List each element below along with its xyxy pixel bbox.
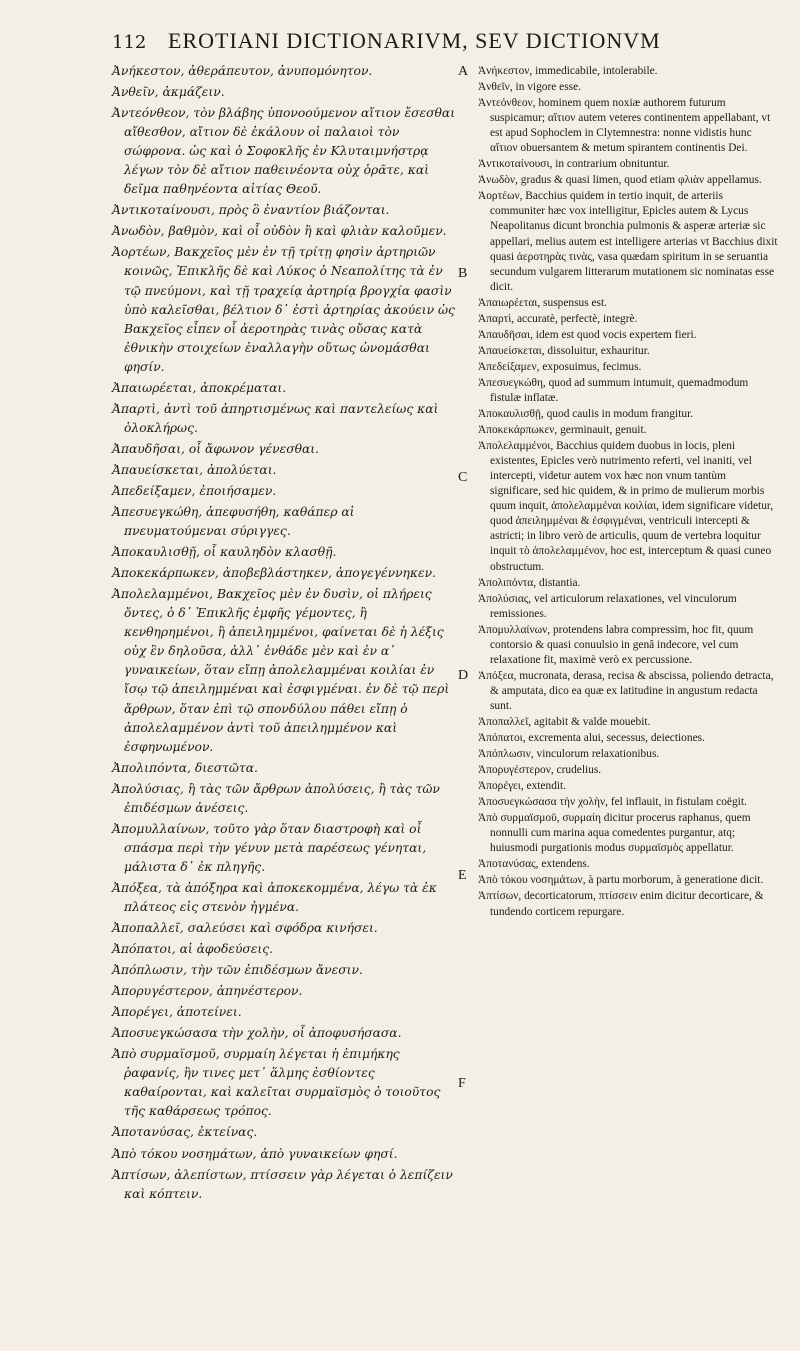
dictionary-entry: Ἀποσυεγκώσασα τὴν χολὴν, οἷ ἀποφυσήσασα. xyxy=(112,1026,402,1041)
dictionary-entry: Ἀπὸ τόκου νοσημάτων, à partu morborum, à generatione dicit. xyxy=(478,874,764,887)
dictionary-entry: Ἀπτίσων, ἀλεπίστων, πτίσσειν γὰρ λέγεται ὁ λεπίζειν καὶ κόπτειν. xyxy=(112,1167,453,1201)
margin-letter-b: B xyxy=(458,266,468,281)
dictionary-entry: Ἀπαυδῆσαι, idem est quod vocis expertem fieri. xyxy=(478,328,697,341)
dictionary-entry: Ἀποκαυλισθῇ, οἷ καυληδὸν κλασθῇ. xyxy=(112,545,337,560)
dictionary-entry: Ἀπομυλλαίνων, protendens labra compressim, hoc fit, quum contorsio & quasi conuulsio in genâ indecore, vel cum relaxatione fit, maximè verò ex percussione. xyxy=(478,623,754,666)
greek-column xyxy=(112,62,457,1201)
dictionary-entry: Ἀπεδείξαμεν, ἐποιήσαμεν. xyxy=(112,483,277,498)
dictionary-entry: Ἀντεόνθεον, τὸν βλάβης ὑπονοούμενον αἴτιον ἔσεσθαι αἴθεσθον, αἴτιον δὲ ἐκάλουν οἱ παλαιοὶ τὸν σώφρονα. ὡς καὶ ὁ Σοφοκλῆς ἐν Κλυταιμνήστρᾳ λέγων τὸν δὲ αἴτιον παθεινέοντα οὐχ ὁρᾶτε, καὶ δεῖμα παθηνέοντα αἰτίας Θεοῦ. xyxy=(112,106,456,197)
dictionary-entry: Ἀπολύσιας, vel articulorum relaxationes, vel vinculorum remissiones. xyxy=(478,592,737,620)
margin-letter-c: C xyxy=(458,470,468,485)
dictionary-entry: Ἀπόξεα, τὰ ἀπόξηρα καὶ ἀποκεκομμένα, λέγω τὰ ἐκ πλάτεος εἰς στενὸν ἠγμένα. xyxy=(112,880,437,914)
dictionary-entry: Ἀντικοταίνουσι, in contrarium obnituntur. xyxy=(478,158,670,171)
dictionary-entry: Ἀπορέγει, extendit. xyxy=(478,780,567,793)
margin-letter-e: E xyxy=(458,868,467,883)
dictionary-entry: Ἀπολελαμμένοι, Bacchius quidem duobus in locis, pleni existentes, Epicles verò nutrimento referti, vel inaniti, vel intercepti, videtur autem vox hæc non vnum tantùm significare, sed hic quidem, & in primo de mulierum morbis quum inquit, ἀπολελαμμέναι κοιλίαι, idem significare videtur, quod ἀπειλημμέναι & ἐσφιγμέναι, ventriculi intercepti & astricti; in libro verò de articulis, quum de vertebra loquitur inquit τὸ ἀπολελαμμένον, hoc est, interceptum & quasi cuneo obstructum. xyxy=(478,440,774,573)
dictionary-entry: Ἀπορυγέστερον, ἀπηνέστερον. xyxy=(112,984,303,999)
page-number: 112 xyxy=(112,32,147,53)
margin-letter-f: F xyxy=(458,1076,466,1091)
dictionary-entry: Ἀποτανύσας, ἐκτείνας. xyxy=(112,1125,258,1140)
dictionary-entry: Ἀπὸ τόκου νοσημάτων, ἀπὸ γυναικείων φησί. xyxy=(112,1146,398,1161)
dictionary-entry: Ἀνθεῖν, in vigore esse. xyxy=(478,81,582,94)
dictionary-entry: Ἀπόπατοι, excrementa alui, secessus, deiectiones. xyxy=(478,732,705,745)
dictionary-entry: Ἀνήκεστον, immedicabile, intolerabile. xyxy=(478,65,658,77)
dictionary-entry: Ἀπτίσων, decorticatorum, πτίσσειν enim dicitur decorticare, & tundendo corticem repurgare. xyxy=(478,890,764,918)
dictionary-entry: Ἀνωδὸν, βαθμὸν, καὶ οἷ οὐδὸν ἢ καὶ φλιὰν καλοῦμεν. xyxy=(112,224,447,239)
dictionary-entry: Ἀορτέων, Βακχεῖος μὲν ἐν τῇ τρίτῃ φησὶν ἀρτηριῶν κοινῶς, Ἐπικλῆς δὲ καὶ Λύκος ὁ Νεαπολίτης τὰ ἐν τῷ πνεύμονι, καὶ τῇ τραχείᾳ ἀρτηρίᾳ βρογχία φασὶν ὑπὸ καλεῖσθαι, βέλτιον δ᾽ ἐστὶ ἀρτηρίας ἀκούειν ὡς Βακχεῖος εἶπεν οἷ ἀεροτηρὰς τινὰς οὔσας κατὰ ἐθνικὴν στοιχείων ἐναλλαγὴν οὕτως ὠνομάσθαι φησίν. xyxy=(112,245,455,374)
dictionary-entry: Ἀποσυεγκώσασα τὴν χολὴν, fel inflauit, in fistulam coëgit. xyxy=(478,796,747,809)
dictionary-entry: Ἀποκαυλισθῇ, quod caulis in modum frangitur. xyxy=(478,408,694,421)
dictionary-entry: Ἀντικοταίνουσι, πρὸς ὃ ἐναντίον βιάζονται. xyxy=(112,203,390,218)
dictionary-entry: Ἀπολελαμμένοι, Βακχεῖος μὲν ἐν δυσὶν, οἱ πλήρεις ὄντες, ὁ δ᾽ Ἐπικλῆς ἐμφῆς γέμοντες, ἢ κενθηρημένοι, ἢ ἀπειλημμένοι, φαίνεται δὲ ἡ λέξις οὐχ ἓν δηλοῦσα, ἀλλ᾽ ἐνθάδε μὲν καὶ ἐν α᾽ γυναικείων, ὅταν εἴπῃ ἀπολελαμμέναι κοιλίαι ἐν ἴσῳ τῷ ἀπειλημμέναι καὶ ἐσφιγμέναι. ἐν δὲ τῷ περὶ ἄρθρων, ὅταν ἐπὶ τῷ σπονδύλου πάθει εἴπῃ ὁ ἀπολελαμμένον ἀντὶ τοῦ ἀπειλημμένον καὶ ἐσφηνωμένον. xyxy=(112,587,450,754)
dictionary-entry: Ἀπαιωρέεται, ἀποκρέμαται. xyxy=(112,380,287,395)
dictionary-entry: Ἀπολύσιας, ἢ τὰς τῶν ἄρθρων ἀπολύσεις, ἢ τὰς τῶν ἐπιδέσμων ἀνέσεις. xyxy=(112,781,440,815)
dictionary-entry: Ἀπόπατοι, αἱ ἀφοδεύσεις. xyxy=(112,942,274,957)
dictionary-entry: Ἀπόξεα, mucronata, derasa, recisa & abscissa, poliendo detracta, & amputata, dico ea quæ ex latitudine in angustum redacta sunt. xyxy=(478,669,774,712)
dictionary-entry: Ἀπὸ συρμαϊσμοῦ, συρμαίη λέγεται ἡ ἐπιμήκης ῥαφανίς, ἣν τινες μετ᾽ ἅλμης ἐσθίοντες καθαίρονται, καὶ καλεῖται συρμαϊσμὸς ὁ τοιοῦτος τῆς καθάρσεως τρόπος. xyxy=(112,1047,441,1119)
page-header xyxy=(112,28,772,60)
dictionary-entry: Ἀπορυγέστερον, crudelius. xyxy=(478,764,602,777)
dictionary-entry: Ἀπολιπόντα, distantia. xyxy=(478,576,581,589)
dictionary-entry: Ἀποπαλλεῖ, σαλεύσει καὶ σφόδρα κινήσει. xyxy=(112,921,378,936)
dictionary-entry: Ἀνθεῖν, ἀκμάζειν. xyxy=(112,85,225,100)
dictionary-entry: Ἀπομυλλαίνων, τοῦτο γὰρ ὅταν διαστροφὴ καὶ οἷ σπάσμα περὶ τὴν γένυν μετὰ παρέσεως γένηται, μάλιστα δ᾽ ἐκ πληγῆς. xyxy=(112,821,427,874)
dictionary-entry: Ἀπαυδῆσαι, οἷ ἄφωνον γένεσθαι. xyxy=(112,441,320,456)
dictionary-entry: Ἀντεόνθεον, hominem quem noxiæ authorem futurum suspicamur; αἴτιον autem veteres continentem appellabant, vt est apud Sophoclem in Clytemnestra: nonne vidistis hunc αἴτιον obuersantem & metum spirantem continentis Dei. xyxy=(478,97,771,155)
dictionary-entry: Ἀπολιπόντα, διεστῶτα. xyxy=(112,760,258,775)
dictionary-entry: Ἀνωδὸν, gradus & quasi limen, quod etiam φλιὰν appellamus. xyxy=(478,174,762,187)
dictionary-entry: Ἀπορέγει, ἀποτείνει. xyxy=(112,1005,242,1020)
dictionary-entry: Ἀπεσυεγκώθη, quod ad summum intumuit, quemadmodum fistulæ inflatæ. xyxy=(478,376,749,404)
dictionary-entry: Ἀπαυείσκεται, ἀπολύεται. xyxy=(112,462,277,477)
running-title: EROTIANI DICTIONARIVM, SEV DICTIONVM xyxy=(168,28,661,53)
dictionary-entry: Ἀπὸ συρμαϊσμοῦ, συρμαίη dicitur procerus raphanus, quem nonnulli cum marina aqua comedentes purgantur, atq; huiusmodi purgationis modus συρμαϊσμὸς appellatur. xyxy=(478,812,751,855)
dictionary-entry: Ἀποπαλλεῖ, agitabit & valde mouebit. xyxy=(478,715,651,728)
margin-letter-a: A xyxy=(458,64,469,79)
dictionary-entry: Ἀποτανύσας, extendens. xyxy=(478,858,590,871)
dictionary-entry: Ἀπαρτὶ, ἀντὶ τοῦ ἀπηρτισμένως καὶ παντελείως καὶ ὁλοκλήρως. xyxy=(112,401,439,435)
dictionary-entry: Ἀπαρτὶ, accuratè, perfectè, integrè. xyxy=(478,312,638,325)
dictionary-entry: Ἀποκεκάρπωκεν, ἀποβεβλάστηκεν, ἀπογεγέννηκεν. xyxy=(112,566,436,581)
dictionary-entry: Ἀπόπλωσιν, vinculorum relaxationibus. xyxy=(478,748,660,761)
margin-letter-d: D xyxy=(458,668,469,683)
dictionary-entry: Ἀπεδείξαμεν, exposuimus, fecimus. xyxy=(478,360,642,373)
latin-column xyxy=(478,64,778,1194)
dictionary-entry: Ἀπαιωρέεται, suspensus est. xyxy=(478,296,607,309)
dictionary-entry: Ἀπόπλωσιν, τὴν τῶν ἐπιδέσμων ἄνεσιν. xyxy=(112,963,363,978)
dictionary-entry: Ἀπεσυεγκώθη, ἀπεφυσήθη, καθάπερ αἱ πνευματούμεναι σύριγγες. xyxy=(112,505,355,539)
dictionary-entry: Ἀορτέων, Bacchius quidem in tertio inquit, de arteriis communiter hæc vox intelligitur, Epicles autem & Lycus Neapolitanus dicunt bronchia pulmonis & asperæ arteriæ sic appellari, melius autem est intelligere arterias vt Bacchius dixit quasi ἀεροτηρὰς τινὰς, vasa quædam spiritum in se seruantia secundum vulgarem litterarum mutationem sic nominatas esse dicit. xyxy=(478,190,778,293)
dictionary-entry: Ἀποκεκάρπωκεν, germinauit, genuit. xyxy=(478,424,647,437)
dictionary-entry: Ἀπαυείσκεται, dissoluitur, exhauritur. xyxy=(478,344,650,357)
dictionary-entry: Ἀνήκεστον, ἀθεράπευτον, ἀνυπομόνητον. xyxy=(112,64,373,78)
